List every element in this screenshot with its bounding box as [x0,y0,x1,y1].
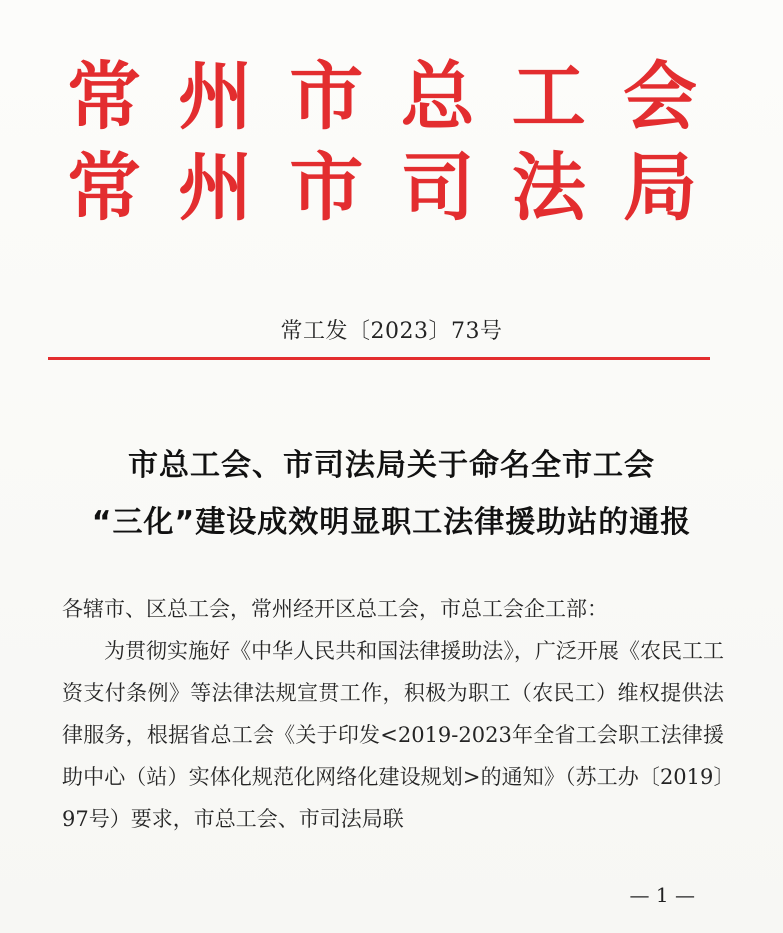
red-header-divider [48,357,710,360]
document-number: 常工发〔2023〕73号 [280,319,503,344]
document-body [62,588,724,840]
body-paragraph-1: 为贯彻实施好《中华人民共和国法律援助法》，广泛开展《农民工工资支付条例》等法律法规宣贯工作，积极为职工（农民工）维权提供法律服务，根据省总工会《关于印发<2019-2023年全省工会职工法律援助中心（站）实体化规范化网络化建设规划>的通知》（苏工办〔2019〕97号）要求，市总工会、市司法局联 [62,639,724,831]
issuer-char: 工 [511,54,586,140]
issuer-char: 司 [400,145,475,231]
issuer-char: 州 [178,145,253,231]
issuer-char: 常 [67,145,141,231]
issuer-char: 总 [400,54,475,140]
document-title-line-1: 市总工会、市司法局关于命名全市工会 [128,448,655,483]
page-number: — 1 — [629,883,695,907]
recipients-line: 各辖市、区总工会，常州经开区总工会，市总工会企工部： [62,597,608,621]
document-title-line-2: “三化”建设成效明显职工法律援助站的通报 [91,505,692,540]
issuer-char: 局 [622,145,697,231]
issuer-char: 州 [178,54,253,140]
issuer-char: 市 [289,145,364,231]
issuer-city-justice-bureau [62,145,702,231]
issuer-char: 市 [289,54,364,140]
issuer-char: 法 [511,145,586,231]
issuer-city-federation-of-trade-unions [62,54,702,140]
issuer-char: 会 [622,54,697,140]
issuer-char: 常 [67,54,141,140]
